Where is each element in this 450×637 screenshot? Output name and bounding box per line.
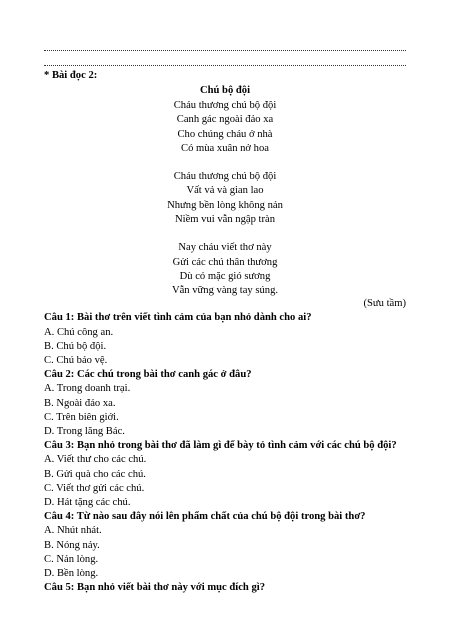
answer-option: A. Nhút nhát.	[44, 525, 102, 536]
answer-option: A. Chú công an.	[44, 327, 114, 338]
poem-line: Dù có mặc gió sương	[179, 271, 271, 282]
poem-line: Cháu thương chú bộ đội	[173, 171, 277, 182]
answer-dotted-line	[44, 65, 406, 66]
poem-source: (Sưu tầm)	[363, 298, 406, 309]
answer-option: A. Viết thư cho các chú.	[44, 454, 147, 465]
poem-line: Canh gác ngoài đảo xa	[176, 114, 274, 125]
section-label: * Bài đọc 2:	[44, 70, 98, 81]
question-5: Câu 5: Bạn nhỏ viết bài thơ này với mục đích gì?	[44, 582, 265, 593]
poem-line: Nay cháu viết thơ này	[178, 242, 272, 253]
poem-line: Vẫn vững vàng tay súng.	[171, 285, 279, 296]
answer-dotted-line	[44, 50, 406, 51]
answer-option: C. Chú bảo vệ.	[44, 355, 108, 366]
question-1: Câu 1: Bài thơ trên viết tình cảm của bạn nhỏ dành cho ai?	[44, 312, 312, 323]
poem-line: Vất vả và gian lao	[186, 185, 264, 196]
answer-option: C. Viết thơ gửi các chú.	[44, 483, 145, 494]
poem-line: Cháu thương chú bộ đội	[173, 100, 277, 111]
question-3: Câu 3: Bạn nhỏ trong bài thơ đã làm gì để bày tỏ tình cảm với các chú bộ đội?	[44, 440, 397, 451]
poem-title: Chú bộ đội	[199, 85, 251, 96]
question-2: Câu 2: Các chú trong bài thơ canh gác ở đâu?	[44, 369, 252, 380]
poem-line: Có mùa xuân nở hoa	[181, 143, 269, 154]
answer-option: D. Bền lòng.	[44, 568, 99, 579]
answer-option: B. Chú bộ đội.	[44, 341, 107, 352]
answer-option: A. Trong doanh trại.	[44, 383, 131, 394]
answer-option: D. Hát tặng các chú.	[44, 497, 131, 508]
answer-option: B. Nóng nảy.	[44, 540, 100, 551]
question-4: Câu 4: Từ nào sau đây nói lên phẩm chất của chú bộ đội trong bài thơ?	[44, 511, 366, 522]
poem-line: Niềm vui vẫn ngập tràn	[174, 214, 276, 225]
answer-option: C. Nản lòng.	[44, 554, 99, 565]
answer-option: D. Trong lăng Bác.	[44, 426, 125, 437]
answer-option: B. Ngoài đảo xa.	[44, 398, 116, 409]
answer-option: B. Gửi quà cho các chú.	[44, 469, 146, 480]
answer-option: C. Trên biên giới.	[44, 412, 119, 423]
poem-line: Cho chúng cháu ở nhà	[177, 129, 273, 140]
poem-line: Nhưng bền lòng không nản	[167, 200, 283, 211]
poem-line: Gửi các chú thân thương	[172, 257, 278, 268]
